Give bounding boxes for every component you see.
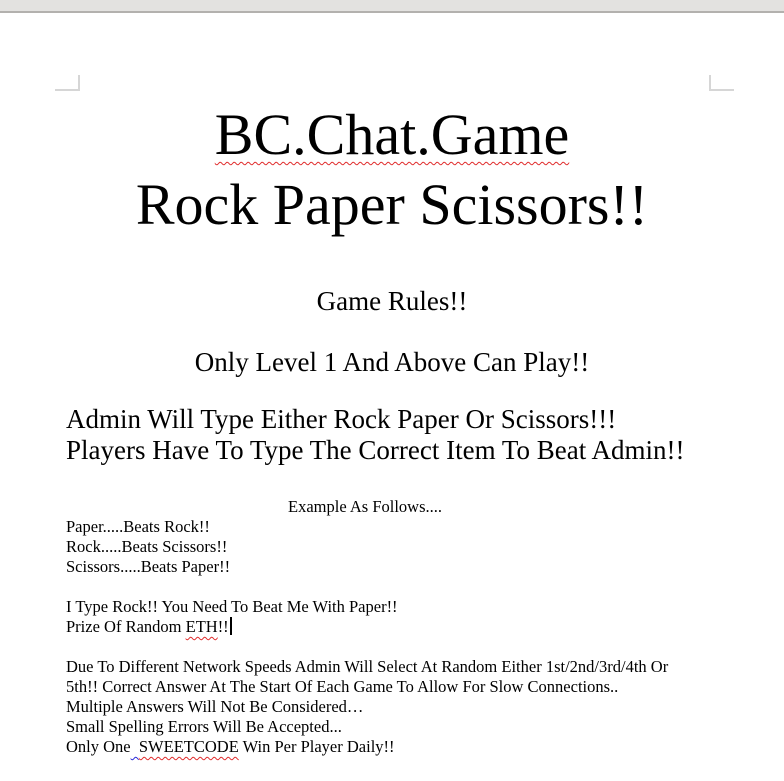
example-line-paper[interactable]: Paper.....Beats Rock!! <box>66 517 210 536</box>
sweetcode-text-prefix[interactable]: Only One <box>66 737 131 756</box>
prize-text-suffix[interactable]: !! <box>217 617 229 636</box>
sweetcode-text-suffix[interactable]: Win Per Player Daily!! <box>238 737 395 756</box>
window-top-bar <box>0 0 784 13</box>
misspelled-word[interactable]: BC.Chat.Game <box>214 102 570 167</box>
example-heading[interactable]: Example As Follows.... <box>288 497 443 516</box>
example-line-scissors[interactable]: Scissors.....Beats Paper!! <box>66 557 231 576</box>
misspelled-word-sweetcode[interactable]: SWEETCODE <box>138 737 239 756</box>
example-line-rock[interactable]: Rock.....Beats Scissors!! <box>66 537 228 556</box>
network-line-1[interactable]: Due To Different Network Speeds Admin Will Select At Random Either 1st/2nd/3rd/4th Or <box>66 657 669 676</box>
document-text-area[interactable] <box>0 15 784 781</box>
doc-title-line-1[interactable] <box>66 100 718 170</box>
document-page[interactable] <box>0 15 784 781</box>
blank-line[interactable] <box>66 577 718 597</box>
admin-instruction-line-1[interactable]: Admin Will Type Either Rock Paper Or Scissors!!! <box>66 404 617 434</box>
doc-title-line-2[interactable]: Rock Paper Scissors!! <box>135 172 649 237</box>
rules-heading[interactable]: Game Rules!! <box>316 286 468 316</box>
prize-line[interactable] <box>66 617 718 637</box>
blank-line[interactable] <box>66 637 718 657</box>
network-line-2[interactable]: 5th!! Correct Answer At The Start Of Each Game To Allow For Slow Connections.. <box>66 677 619 696</box>
text-cursor-caret <box>230 617 232 635</box>
multiple-answers-line[interactable]: Multiple Answers Will Not Be Considered… <box>66 697 364 716</box>
spelling-errors-line[interactable]: Small Spelling Errors Will Be Accepted... <box>66 717 342 736</box>
grammar-flagged-space[interactable] <box>131 737 139 756</box>
misspelled-word-eth[interactable]: ETH <box>185 617 218 636</box>
prize-text[interactable]: Prize Of Random <box>66 617 186 636</box>
itype-line[interactable]: I Type Rock!! You Need To Beat Me With Paper!! <box>66 597 398 616</box>
sweetcode-line[interactable] <box>66 737 718 757</box>
admin-instruction-line-2[interactable]: Players Have To Type The Correct Item To Beat Admin!! <box>66 435 685 465</box>
level-requirement-line[interactable]: Only Level 1 And Above Can Play!! <box>194 347 590 377</box>
